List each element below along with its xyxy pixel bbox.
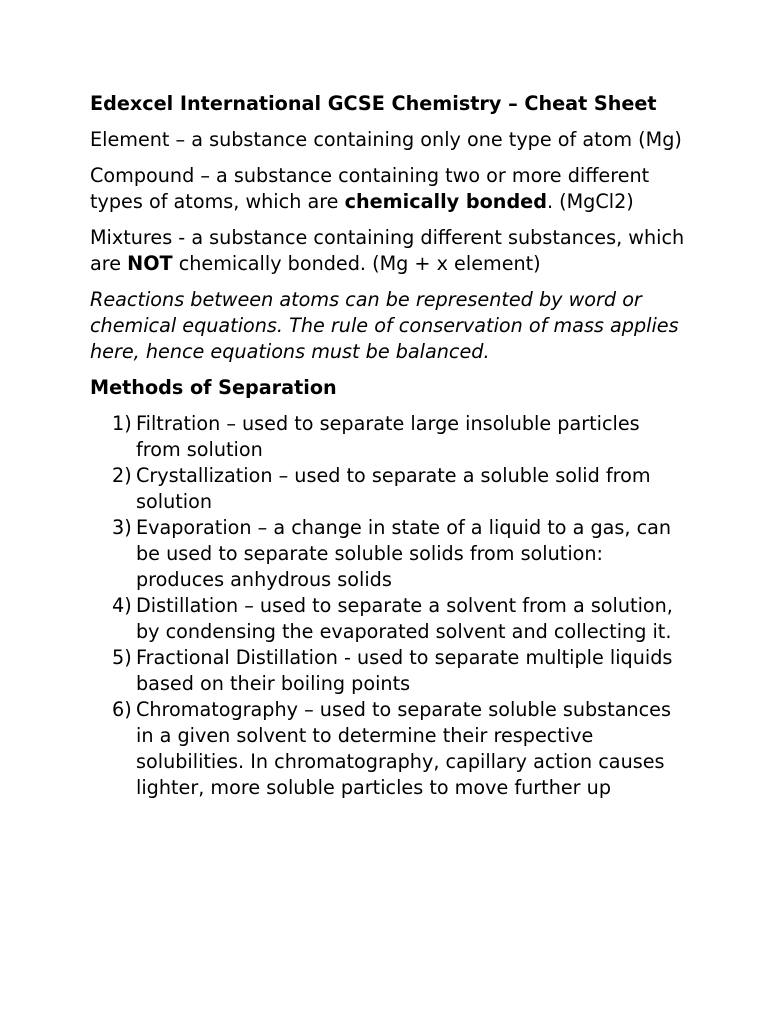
list-item-number: 6) (112, 698, 132, 721)
document-page (90, 91, 690, 801)
list-item (90, 645, 690, 697)
list-item-text: Evaporation – a change in state of a liquid to a gas, can be used to separate soluble solids from solution: produces anhydrous solids (136, 516, 672, 591)
list-item-text: Fractional Distillation - used to separate multiple liquids based on their boiling points (136, 646, 673, 695)
list-item (90, 515, 690, 593)
list-item (90, 697, 690, 801)
mixtures-definition (90, 225, 690, 277)
list-item-text: Filtration – used to separate large insoluble particles from solution (136, 412, 640, 461)
list-item-number: 2) (112, 464, 132, 487)
mixtures-text: Mixtures - a substance containing different substances, which are (90, 226, 685, 275)
page-title: Edexcel International GCSE Chemistry – Cheat Sheet (90, 92, 657, 115)
list-item-text: Distillation – used to separate a solvent from a solution, by condensing the evaporated solvent and collecting it. (136, 594, 673, 643)
element-definition (90, 127, 690, 153)
list-item (90, 593, 690, 645)
separation-heading: Methods of Separation (90, 376, 337, 399)
list-item (90, 411, 690, 463)
element-text: Element – a substance containing only one type of atom (Mg) (90, 128, 682, 151)
compound-bold-term: chemically bonded (344, 190, 547, 213)
compound-text: Compound – a substance containing two or more different types of atoms, which are (90, 164, 650, 213)
reactions-note: Reactions between atoms can be represented by word or chemical equations. The rule of conservation of mass applies here, hence equations must be balanced. (90, 288, 679, 363)
list-item-number: 4) (112, 594, 132, 617)
list-item-text: Crystallization – used to separate a soluble solid from solution (136, 464, 651, 513)
list-item (90, 463, 690, 515)
list-item-number: 5) (112, 646, 132, 669)
mixtures-example: chemically bonded. (Mg + x element) (172, 252, 541, 275)
list-item-text: Chromatography – used to separate soluble substances in a given solvent to determine their respective solubilities. In chromatography, capillary action causes lighter, more soluble particles to move further up (136, 698, 671, 799)
mixtures-bold-term: NOT (127, 252, 173, 275)
compound-definition (90, 163, 690, 215)
compound-example: . (MgCl2) (546, 190, 634, 213)
list-item-number: 3) (112, 516, 132, 539)
list-item-number: 1) (112, 412, 132, 435)
separation-list (90, 411, 690, 801)
